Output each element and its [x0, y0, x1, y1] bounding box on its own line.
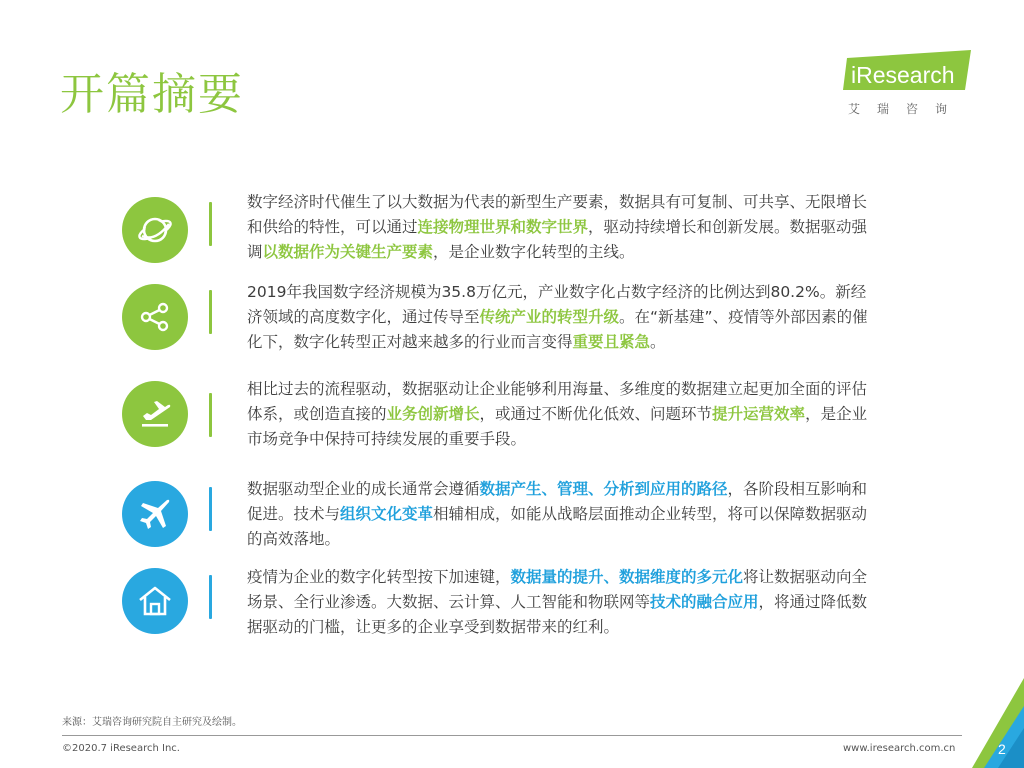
item-highlight: 数据量的提升、数据维度的多元化 — [510, 568, 744, 586]
iresearch-logo — [843, 50, 973, 120]
item-text-segment: ，或通过不断优化低效、问题环节 — [479, 405, 713, 423]
item-icon-circle — [122, 481, 188, 547]
item-highlight: 技术的融合应用 — [650, 593, 759, 611]
item-text — [247, 190, 877, 265]
item-text-segment: ，驱动持续增长和创新发展。数据驱动强调 — [247, 218, 868, 261]
item-text-segment: 相比过去的流程驱动，数据驱动让企业能够利用海量、多维度的数据建立起更加全面的评估体系，或创造直接的 — [247, 380, 868, 423]
item-highlight: 数据产生、管理、分析到应用的路径 — [479, 480, 728, 498]
source-note: 来源：艾瑞咨询研究院自主研究及绘制。 — [62, 717, 242, 728]
item-text-segment: 将让数据驱动向全场景、全行业渗透。大数据、云计算、人工智能和物联网等 — [247, 568, 868, 611]
item-text-segment: ，是企业市场竞争中保持可持续发展的重要手段。 — [247, 405, 868, 448]
item-highlight: 连接物理世界和数字世界 — [417, 218, 589, 236]
item-text-segment: ，各阶段相互影响和促进。技术与 — [247, 480, 868, 523]
page-number: 2 — [998, 741, 1006, 757]
item-text — [247, 280, 877, 355]
item-text-segment: 数据驱动型企业的成长通常会遵循 — [247, 480, 480, 498]
item-icon-circle — [122, 197, 188, 263]
item-divider — [209, 575, 212, 619]
item-text-segment: 2019年我国数字经济规模为35.8万亿元，产业数字化占数字经济的比例达到80.2%。新经济领域的高度数字化，通过传导至 — [247, 283, 867, 326]
item-icon-circle — [122, 381, 188, 447]
item-highlight: 业务创新增长 — [386, 405, 480, 423]
item-highlight: 提升运营效率 — [712, 405, 806, 423]
item-highlight: 组织文化变革 — [340, 505, 434, 523]
item-text-segment: 相辅相成，如能从战略层面推动企业转型，将可以保障数据驱动的高效落地。 — [247, 505, 868, 548]
item-highlight: 以数据作为关键生产要素 — [262, 243, 434, 261]
item-divider — [209, 202, 212, 246]
item-text-segment: ，将通过降低数据驱动的门槛，让更多的企业享受到数据带来的红利。 — [247, 593, 868, 636]
item-text — [247, 477, 877, 552]
item-divider — [209, 487, 212, 531]
copyright: ©2020.7 iResearch Inc. — [62, 743, 180, 754]
website-url: www.iresearch.com.cn — [843, 743, 956, 754]
item-text-segment: 。在“新基建”、疫情等外部因素的催化下，数字化转型正对越来越多的行业而言变得 — [247, 308, 868, 351]
item-text-segment: 。 — [650, 333, 666, 351]
share-icon — [137, 299, 173, 335]
item-divider — [209, 290, 212, 334]
logo-wordmark: iResearch — [851, 62, 955, 88]
home-icon — [137, 583, 173, 619]
item-divider — [209, 393, 212, 437]
logo-chinese: 艾瑞咨询 — [848, 102, 965, 116]
item-text — [247, 377, 877, 452]
item-highlight: 重要且紧急 — [572, 333, 651, 351]
footer-divider — [62, 735, 962, 736]
item-text-segment: 数字经济时代催生了以大数据为代表的新型生产要素，数据具有可复制、可共享、无限增长和供给的特性，可以通过 — [247, 193, 868, 236]
item-text-segment: ，是企业数字化转型的主线。 — [433, 243, 635, 261]
planet-icon — [137, 212, 173, 248]
takeoff-icon — [137, 396, 173, 432]
item-highlight: 传统产业的转型升级 — [479, 308, 620, 326]
item-icon-circle — [122, 568, 188, 634]
corner-decoration-icon — [954, 678, 1024, 768]
item-icon-circle — [122, 284, 188, 350]
page-title: 开篇摘要 — [60, 69, 244, 120]
item-text-segment: 疫情为企业的数字化转型按下加速键， — [247, 568, 511, 586]
airplane-icon — [137, 496, 173, 532]
item-text — [247, 565, 877, 640]
